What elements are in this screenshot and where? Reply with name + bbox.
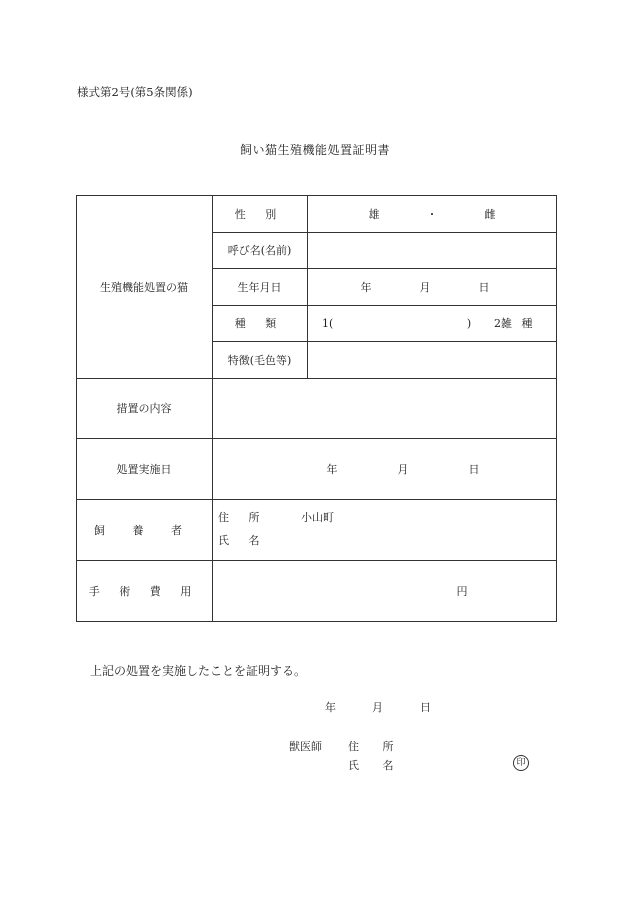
breed-label: 種 類 xyxy=(234,317,285,330)
procedure-year-unit: 年 xyxy=(326,462,338,476)
owner-name-label: 氏 名 xyxy=(218,534,268,547)
veterinarian-label: 獣医師 xyxy=(289,740,322,753)
surgery-fee-unit: 円 xyxy=(456,584,468,598)
form-number: 様式第2号(第5条関係) xyxy=(77,85,193,99)
features-label: 特徴(毛色等) xyxy=(227,353,292,367)
vet-name-label: 氏 名 xyxy=(348,759,404,772)
features-field[interactable] xyxy=(307,341,556,378)
table-border-right xyxy=(556,195,557,622)
birth-date-label: 生年月日 xyxy=(237,280,282,294)
owner-address-label: 住 所 xyxy=(218,511,268,524)
procedure-day-unit: 日 xyxy=(468,462,480,476)
breed-option-2-mixed[interactable]: 2雑 種 xyxy=(494,317,533,330)
owner-address-value[interactable]: 小山町 xyxy=(301,511,334,524)
birth-day-unit: 日 xyxy=(478,280,490,294)
signature-month-unit: 月 xyxy=(372,701,383,714)
certification-statement: 上記の処置を実施したことを証明する。 xyxy=(90,664,307,678)
breed-option-1-close: ) xyxy=(466,316,472,330)
seal-mark: 印 xyxy=(513,755,529,771)
sex-label: 性 別 xyxy=(234,207,285,221)
vet-address-label: 住 所 xyxy=(348,740,404,753)
procedure-field[interactable] xyxy=(212,378,556,438)
procedure-label: 措置の内容 xyxy=(116,402,172,415)
pet-name-field[interactable] xyxy=(307,232,556,268)
certificate-table xyxy=(76,195,557,622)
table-border-bottom xyxy=(76,621,557,622)
sex-separator: ・ xyxy=(426,207,438,221)
surgery-fee-label: 手 術 費 用 xyxy=(88,584,200,598)
sex-female-option[interactable]: 雌 xyxy=(484,207,496,221)
breed-option-1-open[interactable]: 1( xyxy=(322,316,334,330)
signature-day-unit: 日 xyxy=(420,701,431,714)
birth-month-unit: 月 xyxy=(419,280,431,294)
procedure-month-unit: 月 xyxy=(397,462,409,476)
signature-year-unit: 年 xyxy=(325,701,336,714)
procedure-date-label: 処置実施日 xyxy=(116,462,172,476)
owner-label: 飼 養 者 xyxy=(94,523,194,537)
birth-year-unit: 年 xyxy=(360,280,372,294)
sex-male-option[interactable]: 雄 xyxy=(368,207,380,221)
cat-section-label: 生殖機能処置の猫 xyxy=(100,280,188,294)
pet-name-label: 呼び名(名前) xyxy=(227,244,292,257)
page-title: 飼い猫生殖機能処置証明書 xyxy=(239,143,390,157)
